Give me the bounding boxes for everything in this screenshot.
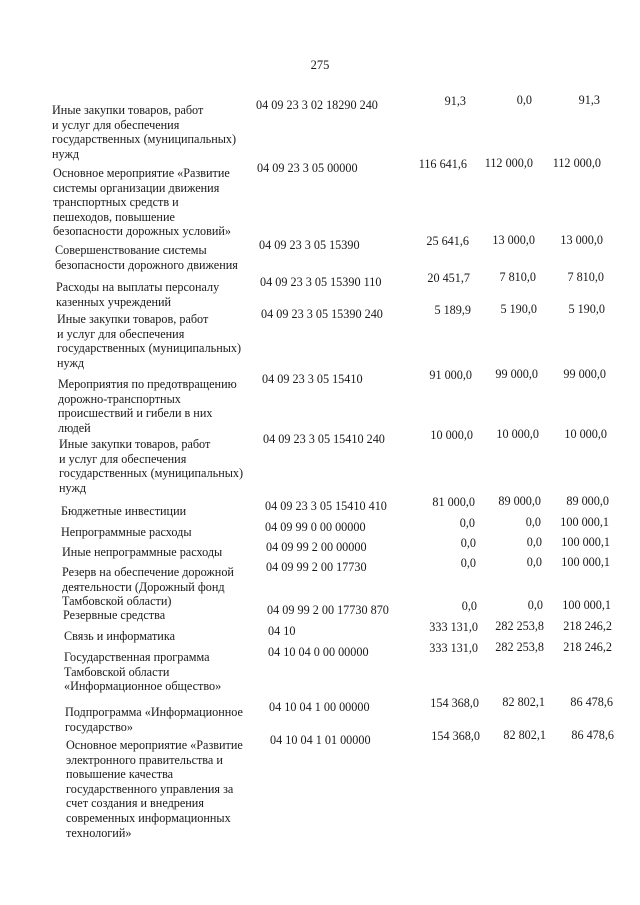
row-name-line: современных информационных — [66, 810, 231, 825]
row-code: 04 10 04 1 00 00000 — [269, 700, 370, 714]
row-code: 04 09 23 3 02 18290 240 — [256, 98, 378, 112]
row-value-v3: 5 190,0 — [568, 302, 605, 316]
row-name-line: повышение качества — [66, 767, 174, 782]
row-name-line: Тамбовской области) — [62, 594, 172, 609]
row-value-v2: 13 000,0 — [492, 233, 535, 247]
row-name — [63, 608, 273, 623]
row-code: 04 09 99 2 00 00000 — [266, 540, 367, 554]
row-value-v1: 25 641,6 — [426, 234, 469, 248]
row-value-v2: 89 000,0 — [498, 494, 541, 508]
row-name-line: технологий» — [66, 825, 132, 840]
row-name-line: государственных (муниципальных) — [52, 132, 237, 147]
row-value-v3: 218 246,2 — [563, 619, 612, 633]
row-name-line: Расходы на выплаты персоналу — [56, 280, 220, 294]
row-value-v1: 91,3 — [444, 94, 466, 108]
row-name-line: нужд — [57, 355, 85, 370]
row-name — [58, 377, 268, 435]
row-code: 04 09 23 3 05 15390 110 — [260, 275, 382, 289]
row-name-line: «Информационное общество» — [64, 679, 222, 694]
row-name — [64, 629, 274, 644]
row-name — [66, 738, 276, 840]
row-code: 04 09 23 3 05 15410 240 — [263, 432, 385, 446]
row-name — [62, 565, 272, 609]
row-value-v3: 13 000,0 — [560, 233, 603, 247]
row-value-v1: 20 451,7 — [427, 271, 470, 285]
row-name-line: пешеходов, повышение — [53, 209, 175, 224]
row-name-line: Основное мероприятие «Развитие — [66, 738, 243, 752]
row-code: 04 09 23 3 05 15390 — [259, 238, 360, 252]
row-value-v1: 116 641,6 — [418, 157, 467, 171]
row-name-line: дорожно-транспортных — [58, 391, 181, 406]
row-value-v3: 100 000,1 — [562, 598, 611, 612]
row-value-v2: 0,0 — [525, 515, 541, 529]
row-name-line: Основное мероприятие «Развитие — [53, 166, 230, 180]
row-value-v2: 7 810,0 — [499, 270, 536, 284]
row-name — [65, 705, 275, 734]
row-name-line: происшествий и гибели в них — [58, 406, 213, 421]
row-value-v3: 86 478,6 — [571, 728, 614, 742]
row-value-v2: 99 000,0 — [495, 367, 538, 381]
row-value-v1: 91 000,0 — [429, 368, 472, 382]
row-name — [57, 312, 267, 370]
page-number: 275 — [310, 58, 330, 72]
row-value-v3: 86 478,6 — [570, 695, 613, 709]
row-value-v2: 112 000,0 — [484, 156, 533, 170]
row-value-v2: 5 190,0 — [500, 302, 537, 316]
row-value-v1: 10 000,0 — [430, 428, 473, 442]
row-name-line: Непрограммные расходы — [61, 525, 192, 539]
row-value-v2: 0,0 — [526, 535, 542, 549]
row-value-v1: 154 368,0 — [430, 696, 479, 710]
row-value-v1: 5 189,9 — [434, 303, 471, 317]
row-name-line: деятельности (Дорожный фонд — [62, 579, 225, 594]
row-name — [61, 504, 271, 519]
row-name-line: электронного правительства и — [66, 752, 223, 767]
row-name-line: нужд — [52, 146, 80, 161]
row-name-line: казенных учреждений — [56, 294, 172, 309]
row-name-line: государственных (муниципальных) — [59, 466, 244, 481]
row-name — [61, 525, 271, 540]
row-value-v2: 0,0 — [516, 93, 532, 107]
row-value-v1: 0,0 — [460, 556, 476, 570]
row-value-v3: 89 000,0 — [566, 494, 609, 508]
row-name-line: Иные закупки товаров, работ — [52, 103, 204, 117]
row-value-v2: 10 000,0 — [496, 427, 539, 441]
row-code: 04 09 23 3 05 15390 240 — [261, 307, 383, 321]
row-code: 04 10 04 0 00 00000 — [268, 645, 369, 659]
row-name-line: Мероприятия по предотвращению — [58, 377, 237, 391]
row-name-line: Иные закупки товаров, работ — [57, 312, 209, 326]
row-value-v1: 0,0 — [461, 599, 477, 613]
row-name-line: Тамбовской области — [64, 664, 170, 679]
row-value-v2: 282 253,8 — [495, 619, 544, 633]
row-name-line: и услуг для обеспечения — [59, 451, 187, 466]
row-name — [59, 437, 269, 495]
row-name-line: системы организации движения — [53, 180, 220, 195]
row-name-line: безопасности дорожных условий» — [53, 224, 232, 239]
row-name-line: и услуг для обеспечения — [52, 117, 180, 132]
row-name-line: Резервные средства — [63, 608, 166, 622]
row-value-v3: 100 000,1 — [561, 535, 610, 549]
row-value-v1: 333 131,0 — [429, 620, 478, 634]
row-code: 04 09 99 2 00 17730 — [266, 560, 367, 574]
row-code: 04 09 99 2 00 17730 870 — [267, 603, 389, 617]
row-name-line: Связь и информатика — [64, 629, 175, 643]
row-name — [62, 545, 272, 560]
row-value-v2: 82 802,1 — [502, 695, 545, 709]
row-name — [52, 103, 262, 161]
row-name-line: счет создания и внедрения — [66, 796, 204, 811]
row-name-line: Бюджетные инвестиции — [61, 504, 187, 518]
row-name-line: нужд — [59, 480, 87, 495]
row-value-v3: 218 246,2 — [563, 640, 612, 654]
row-name-line: Иные закупки товаров, работ — [59, 437, 211, 451]
row-value-v1: 0,0 — [460, 536, 476, 550]
row-value-v3: 100 000,1 — [560, 515, 609, 529]
row-value-v2: 282 253,8 — [495, 640, 544, 654]
row-name — [53, 166, 263, 239]
row-name-line: государственных (муниципальных) — [57, 341, 242, 356]
row-name-line: Совершенствование системы — [55, 243, 207, 257]
row-value-v3: 91,3 — [578, 93, 600, 107]
row-value-v1: 81 000,0 — [432, 495, 475, 509]
row-code: 04 09 23 3 05 15410 410 — [265, 499, 387, 513]
row-value-v2: 82 802,1 — [503, 728, 546, 742]
row-code: 04 09 23 3 05 00000 — [257, 161, 358, 175]
row-name-line: Подпрограмма «Информационное — [65, 705, 243, 719]
row-name-line: государственного управления за — [66, 781, 234, 796]
row-code: 04 09 23 3 05 15410 — [262, 372, 363, 386]
row-value-v3: 99 000,0 — [563, 367, 606, 381]
row-code: 04 10 04 1 01 00000 — [270, 733, 371, 747]
row-name — [56, 280, 266, 309]
row-value-v1: 333 131,0 — [429, 641, 478, 655]
row-name — [55, 243, 265, 272]
row-value-v2: 0,0 — [526, 555, 542, 569]
row-value-v3: 112 000,0 — [552, 156, 601, 170]
row-value-v2: 0,0 — [527, 598, 543, 612]
row-code: 04 09 99 0 00 00000 — [265, 520, 366, 534]
row-name-line: Государственная программа — [64, 650, 210, 664]
row-value-v1: 0,0 — [459, 516, 475, 530]
row-name-line: транспортных средств и — [53, 195, 179, 210]
row-code: 04 10 — [268, 624, 296, 638]
row-name-line: государство» — [65, 719, 133, 734]
row-value-v3: 100 000,1 — [561, 555, 610, 569]
row-name-line: людей — [58, 420, 91, 435]
row-name-line: безопасности дорожного движения — [55, 257, 238, 272]
row-name-line: Резерв на обеспечение дорожной — [62, 565, 234, 579]
row-name-line: и услуг для обеспечения — [57, 326, 185, 341]
row-value-v3: 7 810,0 — [567, 270, 604, 284]
row-name — [64, 650, 274, 694]
row-name-line: Иные непрограммные расходы — [62, 545, 223, 559]
row-value-v3: 10 000,0 — [564, 427, 607, 441]
row-value-v1: 154 368,0 — [431, 729, 480, 743]
